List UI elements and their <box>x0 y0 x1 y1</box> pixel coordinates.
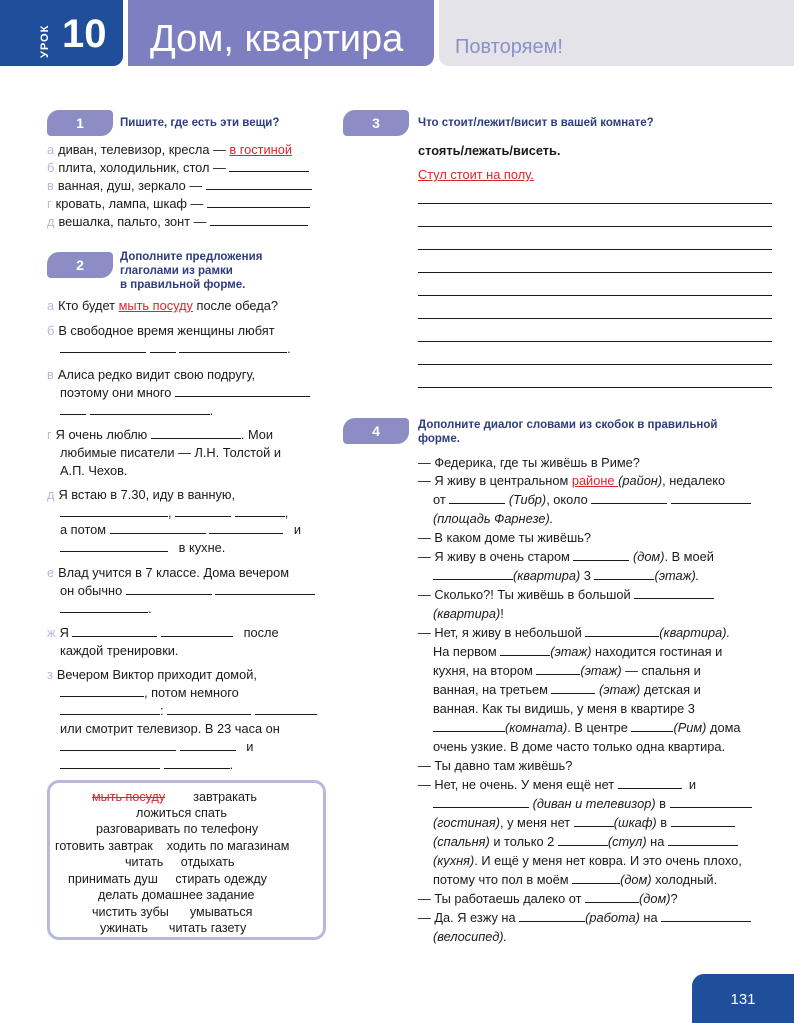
answer-blank[interactable] <box>551 681 595 694</box>
answer-blank[interactable] <box>433 719 505 732</box>
page-number: 131 <box>692 974 794 1023</box>
word-box-row-9: ужинать читать газету <box>100 921 247 935</box>
dialog-line: (квартира) 3 (этаж). <box>433 567 699 585</box>
answer-blank[interactable] <box>60 702 160 715</box>
answer-blank[interactable] <box>618 776 682 789</box>
word-box-row-1: мыть посуду завтракать <box>92 790 257 804</box>
answer-blank[interactable] <box>671 814 735 827</box>
answer-blank[interactable] <box>180 738 236 751</box>
task-2-item-d-blanks: , , <box>60 504 288 522</box>
task-4-badge: 4 <box>343 418 409 444</box>
dialog-line: — Я живу в очень старом (дом). В моей <box>418 549 714 564</box>
dialog-line: (площадь Фарнезе). <box>433 511 554 526</box>
task-2-item-z-line3: : <box>60 702 317 720</box>
answer-blank[interactable] <box>167 702 251 715</box>
answer-blank[interactable] <box>175 384 310 397</box>
task-1-item-a: а диван, телевизор, кресла — в гостиной <box>47 142 293 157</box>
task-2-item-e-line2: он обычно <box>60 582 315 600</box>
answer-blank[interactable] <box>60 340 146 353</box>
writing-line[interactable] <box>418 387 772 388</box>
answer-blank[interactable] <box>90 402 210 415</box>
writing-line[interactable] <box>418 341 772 342</box>
word-box-row-2: ложиться спать <box>136 806 227 820</box>
dialog-line: — Ты работаешь далеко от (дом)? <box>418 891 678 906</box>
answer-blank[interactable] <box>594 567 654 580</box>
dialog-line: На первом (этаж) находится гостиная и <box>433 644 723 659</box>
task-2-item-g-line3: А.П. Чехов. <box>60 463 128 478</box>
task-2-item-z-line5: и <box>60 738 253 756</box>
answer-blank[interactable] <box>433 567 513 580</box>
task-1-item-b: б плита, холодильник, стол — <box>47 159 309 177</box>
page-title: Дом, квартира <box>150 18 404 60</box>
dialog-line: ванная. Как ты видишь, у меня в квартире 3 <box>433 701 695 716</box>
task-2-title: Дополните предложения глаголами из рамки в правильной форме. <box>120 251 263 291</box>
task-2-item-g-line2: любимые писатели — Л.Н. Толстой и <box>60 445 281 460</box>
answer-blank[interactable] <box>151 426 241 439</box>
answer-blank[interactable] <box>60 684 144 697</box>
lesson-word: УРОК <box>39 24 51 58</box>
task-2-item-g: г Я очень люблю . Мои <box>47 427 274 442</box>
task-2-item-z-line2: , потом немного <box>60 684 239 702</box>
task-2-item-d-line4: в кухне. <box>60 539 225 557</box>
word-box-row-3: разговаривать по телефону <box>96 822 259 836</box>
dialog-line: — Сколько?! Ты живёшь в большой <box>418 586 714 604</box>
task-2-item-d-line3: а потом и <box>60 522 302 537</box>
answer-blank[interactable] <box>433 795 529 808</box>
task-3-title: Что стоит/лежит/висит в вашей комнате? <box>418 117 654 129</box>
answer-blank[interactable] <box>631 719 673 732</box>
task-2-item-v: в Алиса редко видит свою подругу, <box>47 367 256 382</box>
task-1-answer-a: в гостиной <box>229 142 293 157</box>
task-4-title: Дополните диалог словами из скобок в правильной форме. <box>418 419 718 445</box>
task-2-item-z-line4: или смотрит телевизор. В 23 часа он <box>60 721 280 736</box>
task-2-item-z-line6: . <box>60 756 233 774</box>
writing-line[interactable] <box>418 226 772 227</box>
answer-blank[interactable] <box>229 159 309 172</box>
answer-blank[interactable] <box>585 624 659 637</box>
dialog-line: (спальня) и только 2 (стул) на <box>433 833 738 851</box>
answer-blank[interactable] <box>161 624 233 637</box>
word-box-row-6: принимать душ стирать одежду <box>68 872 267 886</box>
answer-blank[interactable] <box>572 871 620 884</box>
task-2-item-v-blanks: . <box>60 402 213 420</box>
answer-blank[interactable] <box>573 548 629 561</box>
dialog-line: — Нет, я живу в небольшой (квартира). <box>418 625 731 640</box>
answer-blank[interactable] <box>60 738 176 751</box>
task-2-item-e-line3: . <box>60 600 152 618</box>
task-1-item-d: г кровать, лампа, шкаф — <box>47 195 310 213</box>
dialog-line: (гостиная), у меня нет (шкаф) в <box>433 814 735 832</box>
answer-blank[interactable] <box>126 582 212 595</box>
task-2-item-z: з Вечером Виктор приходит домой, <box>47 667 257 682</box>
dialog-line: — Я живу в центральном районе (район), недалеко <box>418 473 726 488</box>
dialog-line: кухня, на втором (этаж) — спальня и <box>433 663 701 678</box>
word-box-row-5: читать отдыхать <box>125 855 235 869</box>
answer-blank[interactable] <box>235 504 285 517</box>
answer-blank[interactable] <box>110 521 206 534</box>
dialog-line: ванная, на третьем (этаж) детская и <box>433 682 701 697</box>
answer-blank[interactable] <box>519 909 585 922</box>
writing-line[interactable] <box>418 318 772 319</box>
writing-line[interactable] <box>418 203 772 204</box>
word-box-row-4: готовить завтрак ходить по магазинам <box>55 839 290 853</box>
dialog-line: (комната). В центре (Рим) дома <box>433 719 741 737</box>
writing-line[interactable] <box>418 364 772 365</box>
answer-blank[interactable] <box>668 833 738 846</box>
word-box-row-7: делать домашнее задание <box>98 888 255 902</box>
dialog-line: (квартира)! <box>433 606 504 621</box>
dialog-line: (диван и телевизор) в <box>433 795 752 813</box>
answer-blank[interactable] <box>558 833 608 846</box>
answer-blank[interactable] <box>60 600 148 613</box>
task-1-item-c: в ванная, душ, зеркало — <box>47 177 312 195</box>
answer-blank[interactable] <box>207 195 310 208</box>
dialog-line: — В каком доме ты живёшь? <box>418 530 591 545</box>
dialog-line: — Федерика, где ты живёшь в Риме? <box>418 455 640 470</box>
dialog-line: — Нет, не очень. У меня ещё нет и <box>418 777 696 792</box>
task-2-item-b: б В свободное время женщины любят <box>47 323 275 338</box>
page-subtitle: Повторяем! <box>455 36 563 58</box>
writing-line[interactable] <box>418 272 772 273</box>
task-1-item-e: д вешалка, пальто, зонт — <box>47 213 308 231</box>
task-2-item-d: д Я встаю в 7.30, иду в ванную, <box>47 487 236 502</box>
answer-blank[interactable] <box>60 402 86 415</box>
task-2-item-e: е Влад учится в 7 классе. Дома вечером <box>47 565 290 580</box>
dialog-line: потому что пол в моём (дом) холодный. <box>433 872 718 887</box>
answer-blank[interactable] <box>60 504 168 517</box>
answer-blank[interactable] <box>215 582 315 595</box>
answer-blank[interactable] <box>60 756 160 769</box>
task-1-title: Пишите, где есть эти вещи? <box>120 117 280 129</box>
task-1-badge: 1 <box>47 110 113 136</box>
dialog-line: — Ты давно там живёшь? <box>418 758 573 773</box>
writing-line[interactable] <box>418 295 772 296</box>
answer-blank[interactable] <box>585 890 639 903</box>
task-2-item-a: а Кто будет мыть посуду после обеда? <box>47 298 278 313</box>
dialog-line: очень узкие. В доме часто только одна квартира. <box>433 739 726 754</box>
answer-blank[interactable] <box>634 586 714 599</box>
task-3-example: Стул стоит на полу. <box>418 167 534 182</box>
answer-blank[interactable] <box>175 504 231 517</box>
task-2-item-zh: ж Я после <box>47 625 279 640</box>
writing-line[interactable] <box>418 249 772 250</box>
dialog-line: от (Тибр), около <box>433 491 751 509</box>
answer-blank[interactable] <box>150 340 176 353</box>
word-box-row-8: чистить зубы умываться <box>92 905 253 919</box>
answer-blank[interactable] <box>574 814 614 827</box>
task-2-item-zh-line2: каждой тренировки. <box>60 643 179 658</box>
answer-blank[interactable] <box>206 177 312 190</box>
task-3-verbs: стоять/лежать/висеть. <box>418 143 561 158</box>
task-3-badge: 3 <box>343 110 409 136</box>
lesson-number: 10 <box>62 12 107 56</box>
answer-blank[interactable] <box>210 213 308 226</box>
answer-blank[interactable] <box>536 662 580 675</box>
dialog-line: (кухня). И ещё у меня нет ковра. И это очень плохо, <box>433 853 742 868</box>
answer-blank[interactable] <box>72 624 157 637</box>
answer-blank[interactable] <box>60 539 168 552</box>
answer-blank[interactable] <box>209 521 283 534</box>
answer-blank[interactable] <box>500 643 550 656</box>
answer-blank[interactable] <box>179 340 287 353</box>
dialog-line: (велосипед). <box>433 929 508 944</box>
answer-blank[interactable] <box>670 795 752 808</box>
answer-blank[interactable] <box>255 702 317 715</box>
answer-blank[interactable] <box>661 909 751 922</box>
task-2-badge: 2 <box>47 252 113 278</box>
task-2-item-v-line2: поэтому они много <box>60 384 310 402</box>
answer-blank[interactable] <box>164 756 230 769</box>
answer-blank[interactable] <box>671 491 751 504</box>
dialog-line: — Да. Я езжу на (работа) на <box>418 909 751 927</box>
answer-blank[interactable] <box>449 491 505 504</box>
task-2-item-b-blanks: . <box>60 340 291 358</box>
answer-blank[interactable] <box>591 491 667 504</box>
